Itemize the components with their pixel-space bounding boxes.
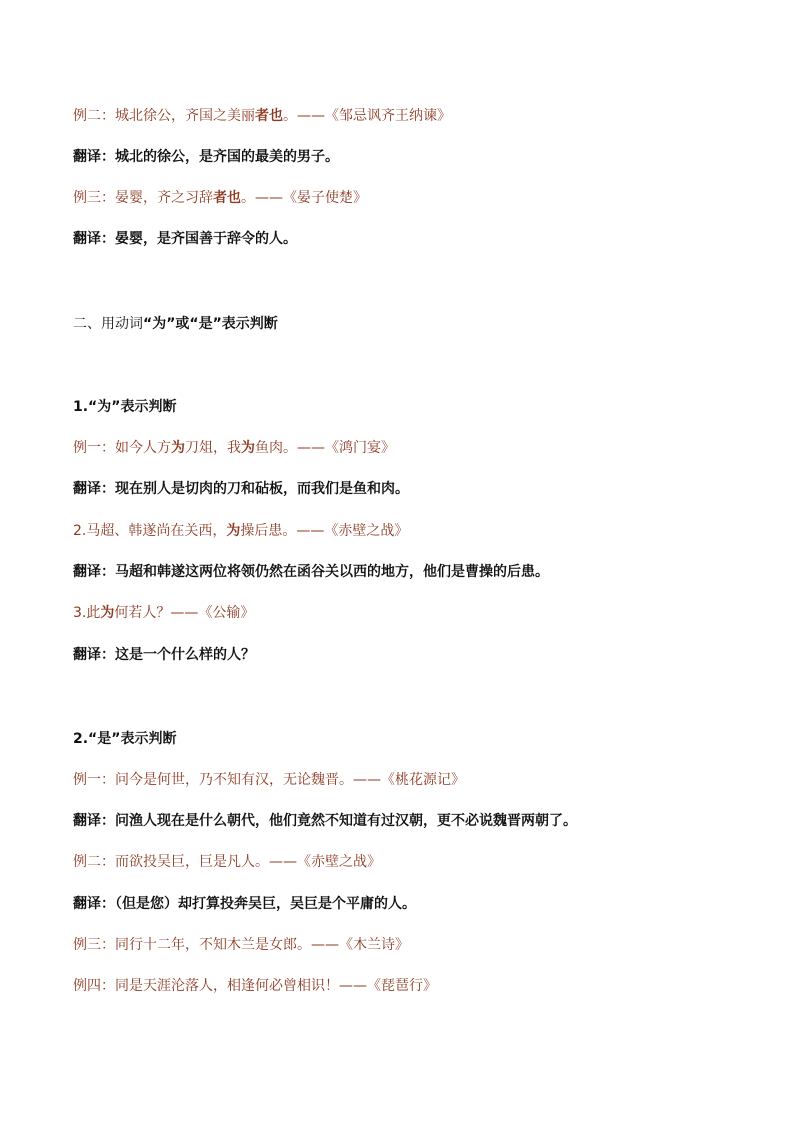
translation-line: 翻译：城北的徐公，是齐国的最美的男子。 bbox=[73, 149, 339, 165]
example-source: 鱼肉。——《鸿门宴》 bbox=[255, 440, 395, 456]
highlight-word: 者也 bbox=[255, 108, 283, 124]
highlight-word: 为 bbox=[100, 605, 115, 621]
translation-line: 翻译：（但是您）却打算投奔吴巨，吴巨是个平庸的人。 bbox=[73, 896, 416, 912]
translation-line: 翻译：问渔人现在是什么朝代，他们竟然不知道有过汉朝，更不必说魏晋两朝了。 bbox=[73, 813, 577, 829]
example-text: 3.此 bbox=[73, 605, 101, 621]
example-line bbox=[73, 106, 451, 126]
section-heading bbox=[73, 314, 278, 334]
example-line bbox=[73, 521, 408, 541]
section-heading-bold: “为”或“是”表示判断 bbox=[143, 316, 278, 332]
highlight-word: 为 bbox=[241, 440, 255, 456]
example-text: 例一：如今人方 bbox=[73, 440, 171, 456]
example-source: 。——《晏子使楚》 bbox=[241, 190, 367, 206]
example-text: 例二：城北徐公，齐国之美丽 bbox=[73, 108, 255, 124]
example-line bbox=[73, 188, 367, 208]
example-line: 例二：而欲投吴巨，巨是凡人。——《赤壁之战》 bbox=[73, 854, 381, 870]
example-line: 例一：问今是何世，乃不知有汉，无论魏晋。——《桃花源记》 bbox=[73, 772, 465, 788]
example-line: 例四：同是天涯沦落人，相逢何必曾相识！——《琵琶行》 bbox=[73, 978, 437, 994]
example-source: 操后患。——《赤壁之战》 bbox=[240, 523, 409, 539]
example-text: 例三：晏婴，齐之习辞 bbox=[73, 190, 213, 206]
translation-line: 翻译：马超和韩遂这两位将领仍然在函谷关以西的地方，他们是曹操的后患。 bbox=[73, 564, 549, 580]
highlight-word: 为 bbox=[226, 523, 241, 539]
translation-line: 翻译：这是一个什么样的人？ bbox=[73, 647, 255, 663]
subsection-heading: 2.“是”表示判断 bbox=[73, 731, 177, 747]
example-source: 何若人？——《公输》 bbox=[114, 605, 255, 621]
translation-line: 翻译：现在别人是切肉的刀和砧板，而我们是鱼和肉。 bbox=[73, 481, 409, 497]
example-line bbox=[73, 438, 395, 458]
highlight-word: 为 bbox=[171, 440, 185, 456]
section-heading-prefix: 二、用动词 bbox=[73, 316, 143, 332]
example-text: 刀俎，我 bbox=[185, 440, 241, 456]
highlight-word: 者也 bbox=[213, 190, 241, 206]
example-line bbox=[73, 603, 254, 623]
example-line: 例三：同行十二年，不知木兰是女郎。——《木兰诗》 bbox=[73, 937, 409, 953]
translation-line: 翻译：晏婴，是齐国善于辞令的人。 bbox=[73, 231, 297, 247]
example-source: 。——《邹忌讽齐王纳谏》 bbox=[283, 108, 451, 124]
example-text: 2.马超、韩遂尚在关西， bbox=[73, 523, 227, 539]
subsection-heading: 1.“为”表示判断 bbox=[73, 399, 177, 415]
